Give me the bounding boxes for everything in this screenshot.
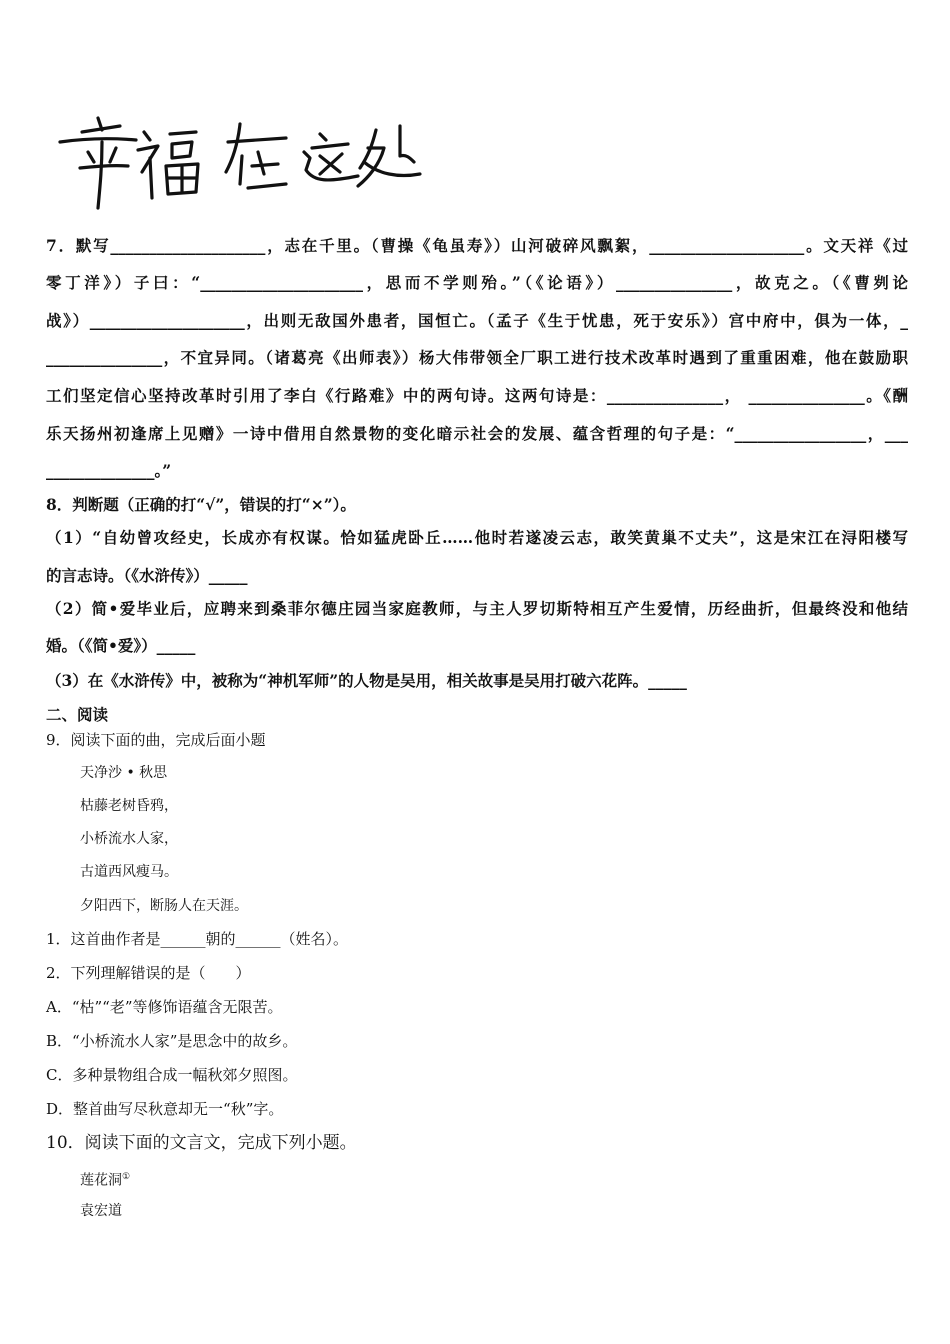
q8-item-3: （3）在《水浒传》中，被称为“神机军师”的人物是吴用，相关故事是吴用打破六花阵。_____ bbox=[46, 671, 687, 690]
q7-line-3: 战》）____________________，出则无敌国外患者，国恒亡。（孟子《生于忧患，死于安乐》）宫中府中，俱为一体，_ bbox=[46, 311, 908, 330]
poem-title: 天净沙 • 秋思 bbox=[80, 765, 168, 781]
q7-line-6: 乐天扬州初逢席上见赠》一诗中借用自然景物的变化暗示社会的发展、蕴含哲理的句子是：“_________________，___ bbox=[46, 424, 908, 443]
option-c: C．多种景物组合成一幅秋郊夕照图。 bbox=[46, 1066, 298, 1084]
q8-item-2-line-1: （2）简•爱毕业后，应聘来到桑菲尔德庄园当家庭教师，与主人罗切斯特相互产生爱情，历经曲折，但最终没和他结 bbox=[46, 599, 908, 618]
q7-line-2: 零丁洋》）子曰：“_____________________，思而不学则殆。”（《论语》）_______________，故克之。（《曹刿论 bbox=[46, 273, 908, 292]
q10-author: 袁宏道 bbox=[80, 1203, 122, 1219]
section-title: 二、阅读 bbox=[46, 705, 109, 724]
q8-item-1-line-2: 的言志诗。（《水浒传》）_____ bbox=[46, 566, 248, 585]
footnote-marker: ① bbox=[122, 1172, 131, 1182]
q8-title: 8．判断题（正确的打“√”，错误的打“×”）。 bbox=[46, 495, 356, 514]
q7-line-4: _______________，不宜异同。（诸葛亮《出师表》）杨大伟带领全厂职工进行技术改革时遇到了重重困难，他在鼓励职 bbox=[46, 348, 908, 367]
q8-item-2-line-2: 婚。（《简•爱》）_____ bbox=[46, 636, 196, 655]
q10-title-text: 莲花洞 bbox=[80, 1172, 122, 1189]
q9-sub-2: 2．下列理解错误的是（ ） bbox=[46, 964, 251, 982]
option-a: A．“枯”“老”等修饰语蕴含无限苦。 bbox=[46, 998, 283, 1016]
poem-line-2: 小桥流水人家， bbox=[80, 831, 178, 847]
poem-line-3: 古道西风瘦马。 bbox=[80, 864, 178, 880]
q10-title bbox=[80, 1167, 130, 1191]
q7-line-5: 工们坚定信心坚持改革时引用了李白《行路难》中的两句诗。这两句诗是：_______________， _______________。《酬 bbox=[46, 386, 908, 405]
poem-line-4: 夕阳西下，断肠人在天涯。 bbox=[80, 898, 248, 914]
q7-line-7: ______________。” bbox=[46, 461, 172, 480]
q8-item-1-line-1: （1）“自幼曾攻经史，长成亦有权谋。恰如猛虎卧丘……他时若遂凌云志，敢笑黄巢不丈夫”，这是宋江在浔阳楼写 bbox=[46, 528, 908, 547]
option-d: D．整首曲写尽秋意却无一“秋”字。 bbox=[46, 1100, 284, 1118]
q9-sub-1: 1．这首曲作者是______朝的______（姓名）。 bbox=[46, 930, 349, 948]
q10-intro: 10．阅读下面的文言文，完成下列小题。 bbox=[46, 1133, 357, 1153]
q9-intro: 9．阅读下面的曲，完成后面小题 bbox=[46, 731, 266, 749]
q7-line-1: 7．默写____________________，志在千里。（曹操《龟虽寿》）山河破碎风飘絮，____________________。文天祥《过 bbox=[46, 236, 908, 255]
poem-line-1: 枯藤老树昏鸦， bbox=[80, 798, 178, 814]
handwritten-logo bbox=[58, 112, 428, 212]
option-b: B．“小桥流水人家”是思念中的故乡。 bbox=[46, 1032, 298, 1050]
